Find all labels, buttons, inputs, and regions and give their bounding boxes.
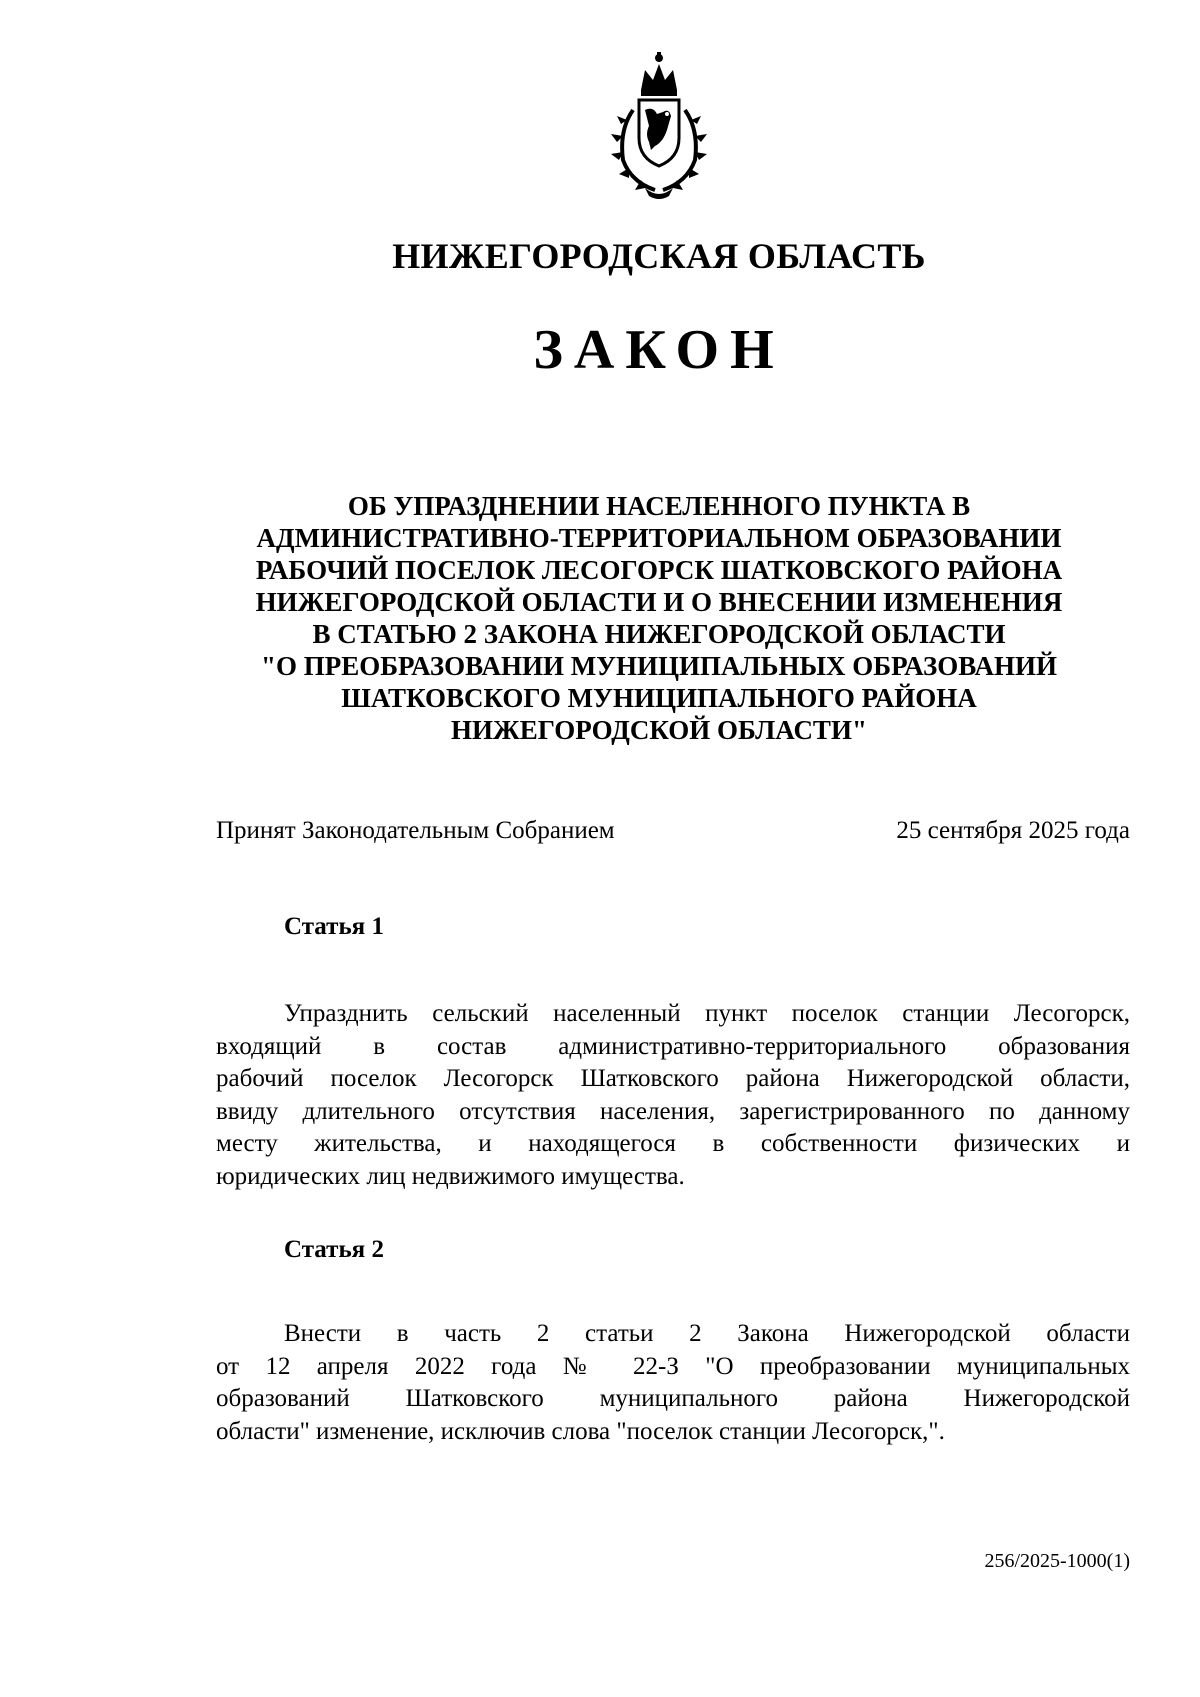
article-1-text (216, 998, 1130, 1193)
law-title-line: "О ПРЕОБРАЗОВАНИИ МУНИЦИПАЛЬНЫХ ОБРАЗОВАНИЙ (260, 651, 1058, 681)
law-title (200, 490, 1118, 746)
law-title-line: В СТАТЬЮ 2 ЗАКОНА НИЖЕГОРОДСКОЙ ОБЛАСТИ (312, 619, 1006, 649)
article-2-heading: Статья 2 (284, 1236, 384, 1263)
law-title-line: ШАТКОВСКОГО МУНИЦИПАЛЬНОГО РАЙОНА (341, 683, 977, 713)
adoption-line (216, 817, 1130, 851)
paragraph-line: юридических лиц недвижимого имущества. (216, 1162, 685, 1190)
law-title-line: АДМИНИСТРАТИВНО-ТЕРРИТОРИАЛЬНОМ ОБРАЗОВАНИИ (256, 523, 1062, 553)
adoption-date: 25 сентября 2025 года (896, 817, 1130, 844)
article-1-heading: Статья 1 (284, 913, 384, 940)
paragraph-line: образований Шатковского муниципального района Нижегородской (216, 1385, 1130, 1412)
paragraph-line: Упразднить сельский населенный пункт поселок станции Лесогорск, (284, 1000, 1130, 1027)
paragraph-line: входящий в состав административно-территориального образования (216, 1032, 1130, 1060)
law-title-line: РАБОЧИЙ ПОСЕЛОК ЛЕСОГОРСК ШАТКОВСКОГО РАЙОНА (255, 555, 1063, 585)
document-number: 256/2025-1000(1) (984, 1550, 1130, 1572)
adoption-label: Принят Законодательным Собранием (216, 817, 615, 844)
coat-of-arms-icon (597, 50, 721, 200)
paragraph-line: рабочий поселок Лесогорск Шатковского района Нижегородской области, (216, 1065, 1130, 1092)
region-name: НИЖЕГОРОДСКАЯ ОБЛАСТЬ (392, 236, 926, 276)
paragraph-line: месту жительства, и находящегося в собственности физических и (216, 1130, 1130, 1157)
law-title-line: НИЖЕГОРОДСКОЙ ОБЛАСТИ" (451, 715, 867, 745)
paragraph-line: области" изменение, исключив слова "поселок станции Лесогорск,". (216, 1417, 945, 1445)
article-2-text (216, 1318, 1130, 1448)
paragraph-line: от 12 апреля 2022 года № 22-З "О преобразовании муниципальных (216, 1352, 1130, 1380)
paragraph-line: ввиду длительного отсутствия населения, зарегистрированного по данному (216, 1097, 1130, 1125)
paragraph-line: Внести в часть 2 статьи 2 Закона Нижегородской области (284, 1320, 1130, 1347)
document-type: ЗАКОН (533, 319, 785, 381)
law-title-line: ОБ УПРАЗДНЕНИИ НАСЕЛЕННОГО ПУНКТА В (347, 491, 971, 521)
law-title-line: НИЖЕГОРОДСКОЙ ОБЛАСТИ И О ВНЕСЕНИИ ИЗМЕНЕНИЯ (255, 587, 1063, 617)
